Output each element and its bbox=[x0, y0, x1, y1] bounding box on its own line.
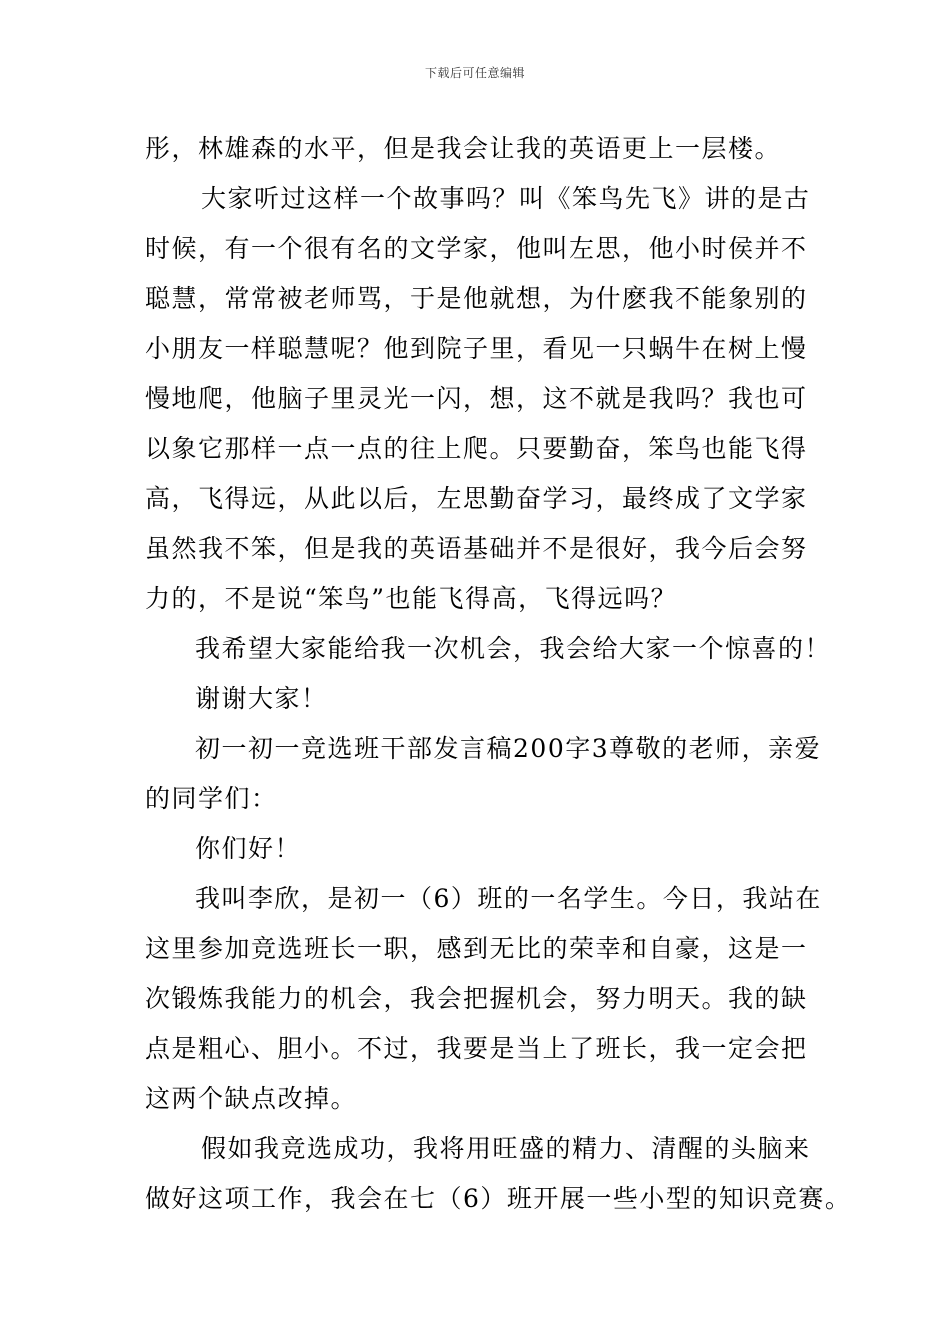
text-line: 我叫李欣，是初一（6）班的一名学生。今日，我站在 bbox=[195, 884, 822, 913]
document-body bbox=[145, 124, 852, 1224]
text-line: 这两个缺点改掉。 bbox=[145, 1084, 358, 1113]
text-line: 我希望大家能给我一次机会，我会给大家一个惊喜的！ bbox=[195, 634, 832, 663]
text-line: 以象它那样一点一点的往上爬。只要勤奋，笨鸟也能飞得 bbox=[145, 434, 808, 463]
text-line: 彤，林雄森的水平，但是我会让我的英语更上一层楼。 bbox=[145, 134, 782, 163]
text-line: 假如我竞选成功，我将用旺盛的精力、清醒的头脑来 bbox=[201, 1134, 811, 1163]
text-line: 次锻炼我能力的机会，我会把握机会，努力明天。我的缺 bbox=[145, 984, 808, 1013]
text-line: 这里参加竞选班长一职，感到无比的荣幸和自豪，这是一 bbox=[145, 934, 808, 963]
text-line: 小朋友一样聪慧呢？他到院子里，看见一只蜗牛在树上慢 bbox=[145, 334, 808, 363]
text-line: 力的，不是说“笨鸟”也能飞得高，飞得远吗？ bbox=[145, 584, 678, 613]
text-line: 谢谢大家！ bbox=[195, 684, 328, 713]
text-line: 做好这项工作，我会在七（6）班开展一些小型的知识竞赛。 bbox=[145, 1184, 852, 1213]
text-line: 时候，有一个很有名的文学家，他叫左思，他小时侯并不 bbox=[145, 234, 808, 263]
text-line: 你们好！ bbox=[195, 834, 302, 863]
text-line: 初一初一竞选班干部发言稿200字3尊敬的老师，亲爱 bbox=[195, 734, 822, 763]
text-line: 高，飞得远，从此以后，左思勤奋学习，最终成了文学家 bbox=[145, 484, 808, 513]
text-line: 虽然我不笨，但是我的英语基础并不是很好，我今后会努 bbox=[145, 534, 808, 563]
text-line: 聪慧，常常被老师骂，于是他就想，为什麽我不能象别的 bbox=[145, 284, 808, 313]
text-line: 点是粗心、胆小。不过，我要是当上了班长，我一定会把 bbox=[145, 1034, 808, 1063]
page-header: 下载后可任意编辑 bbox=[424, 66, 525, 80]
text-line: 慢地爬，他脑子里灵光一闪，想，这不就是我吗？我也可 bbox=[145, 384, 808, 413]
text-line: 的同学们： bbox=[145, 784, 278, 813]
text-line: 大家听过这样一个故事吗？叫《笨鸟先飞》讲的是古 bbox=[201, 184, 811, 213]
